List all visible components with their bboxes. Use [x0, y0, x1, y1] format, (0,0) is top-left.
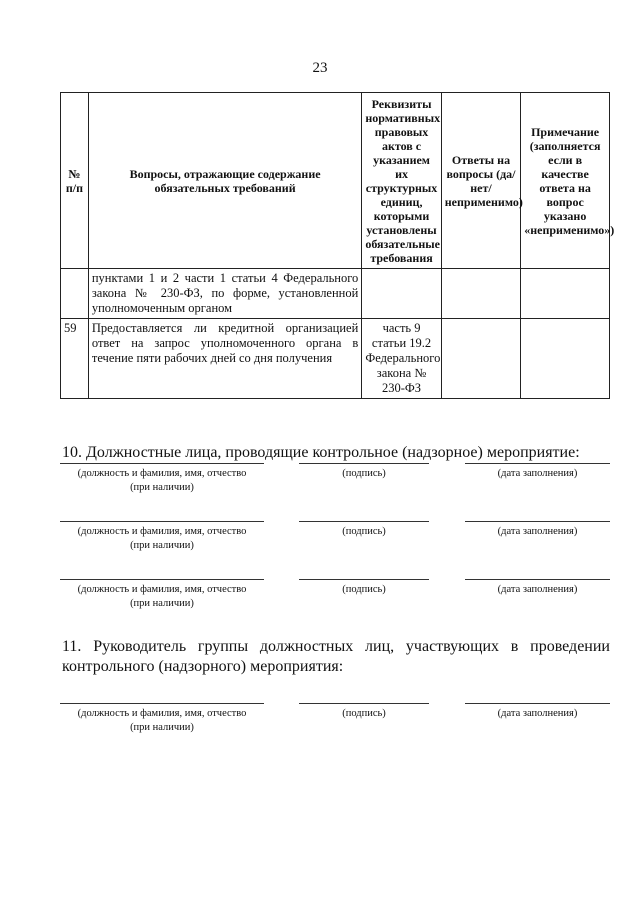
date-caption: (дата заполнения) — [497, 708, 578, 719]
row-requisites — [362, 269, 441, 319]
row-answer — [441, 269, 520, 319]
row-note — [521, 319, 610, 399]
section-11-line1: 11. Руководитель группы должностных лиц, участвующих в проведении — [62, 638, 610, 655]
name-caption: (должность и фамилия, имя, отчество (при наличии) — [77, 468, 247, 493]
name-caption: (должность и фамилия, имя, отчество (при наличии) — [77, 584, 247, 609]
table-row — [61, 319, 610, 399]
row-requisites: часть 9 статьи 19.2 Федерального закона № 230-ФЗ — [362, 319, 441, 399]
name-line — [60, 463, 264, 464]
signature-block — [60, 463, 610, 513]
table-header-row — [61, 93, 610, 269]
row-question: пунктами 1 и 2 части 1 статьи 4 Федерального закона № 230-ФЗ, по форме, установленной уполномоченным органом — [88, 269, 361, 319]
date-caption: (дата заполнения) — [497, 468, 578, 479]
signature-line — [299, 463, 429, 464]
row-num — [61, 269, 89, 319]
sign-caption: (подпись) — [342, 708, 386, 719]
signature-line — [299, 579, 429, 580]
signature-block — [60, 521, 610, 571]
signature-block — [60, 703, 610, 753]
signature-block — [60, 579, 610, 629]
page-number: 23 — [312, 60, 328, 76]
section-11-line2: контрольного (надзорного) мероприятия: — [62, 658, 344, 675]
name-line — [60, 703, 264, 704]
row-answer — [441, 319, 520, 399]
row-question: Предоставляется ли кредитной организацией ответ на запрос уполномоченного органа в течение пяти рабочих дней со дня получения — [88, 319, 361, 399]
section-11-title — [62, 637, 610, 677]
header-note: Примечание (заполняется если в качестве ответа на вопрос указано «неприменимо») — [521, 93, 610, 269]
header-requisites: Реквизиты нормативных правовых актов с указанием их структурных единиц, которыми установлены обязательные требования — [362, 93, 441, 269]
name-line — [60, 579, 264, 580]
name-caption: (должность и фамилия, имя, отчество (при наличии) — [77, 526, 247, 551]
table-row — [61, 269, 610, 319]
row-note — [521, 269, 610, 319]
date-line — [465, 579, 610, 580]
header-num: № п/п — [61, 93, 89, 269]
header-question: Вопросы, отражающие содержание обязательных требований — [88, 93, 361, 269]
sign-caption: (подпись) — [342, 584, 386, 595]
date-caption: (дата заполнения) — [497, 584, 578, 595]
sign-caption: (подпись) — [342, 526, 386, 537]
requirements-table — [60, 92, 615, 399]
signature-line — [299, 521, 429, 522]
section-10-title: 10. Должностные лица, проводящие контрольное (надзорное) мероприятие: — [62, 444, 580, 461]
date-line — [465, 463, 610, 464]
header-answers: Ответы на вопросы (да/нет/ неприменимо) — [441, 93, 520, 269]
row-num: 59 — [61, 319, 89, 399]
date-line — [465, 521, 610, 522]
date-caption: (дата заполнения) — [497, 526, 578, 537]
signature-line — [299, 703, 429, 704]
date-line — [465, 703, 610, 704]
sign-caption: (подпись) — [342, 468, 386, 479]
name-line — [60, 521, 264, 522]
name-caption: (должность и фамилия, имя, отчество (при наличии) — [77, 708, 247, 733]
